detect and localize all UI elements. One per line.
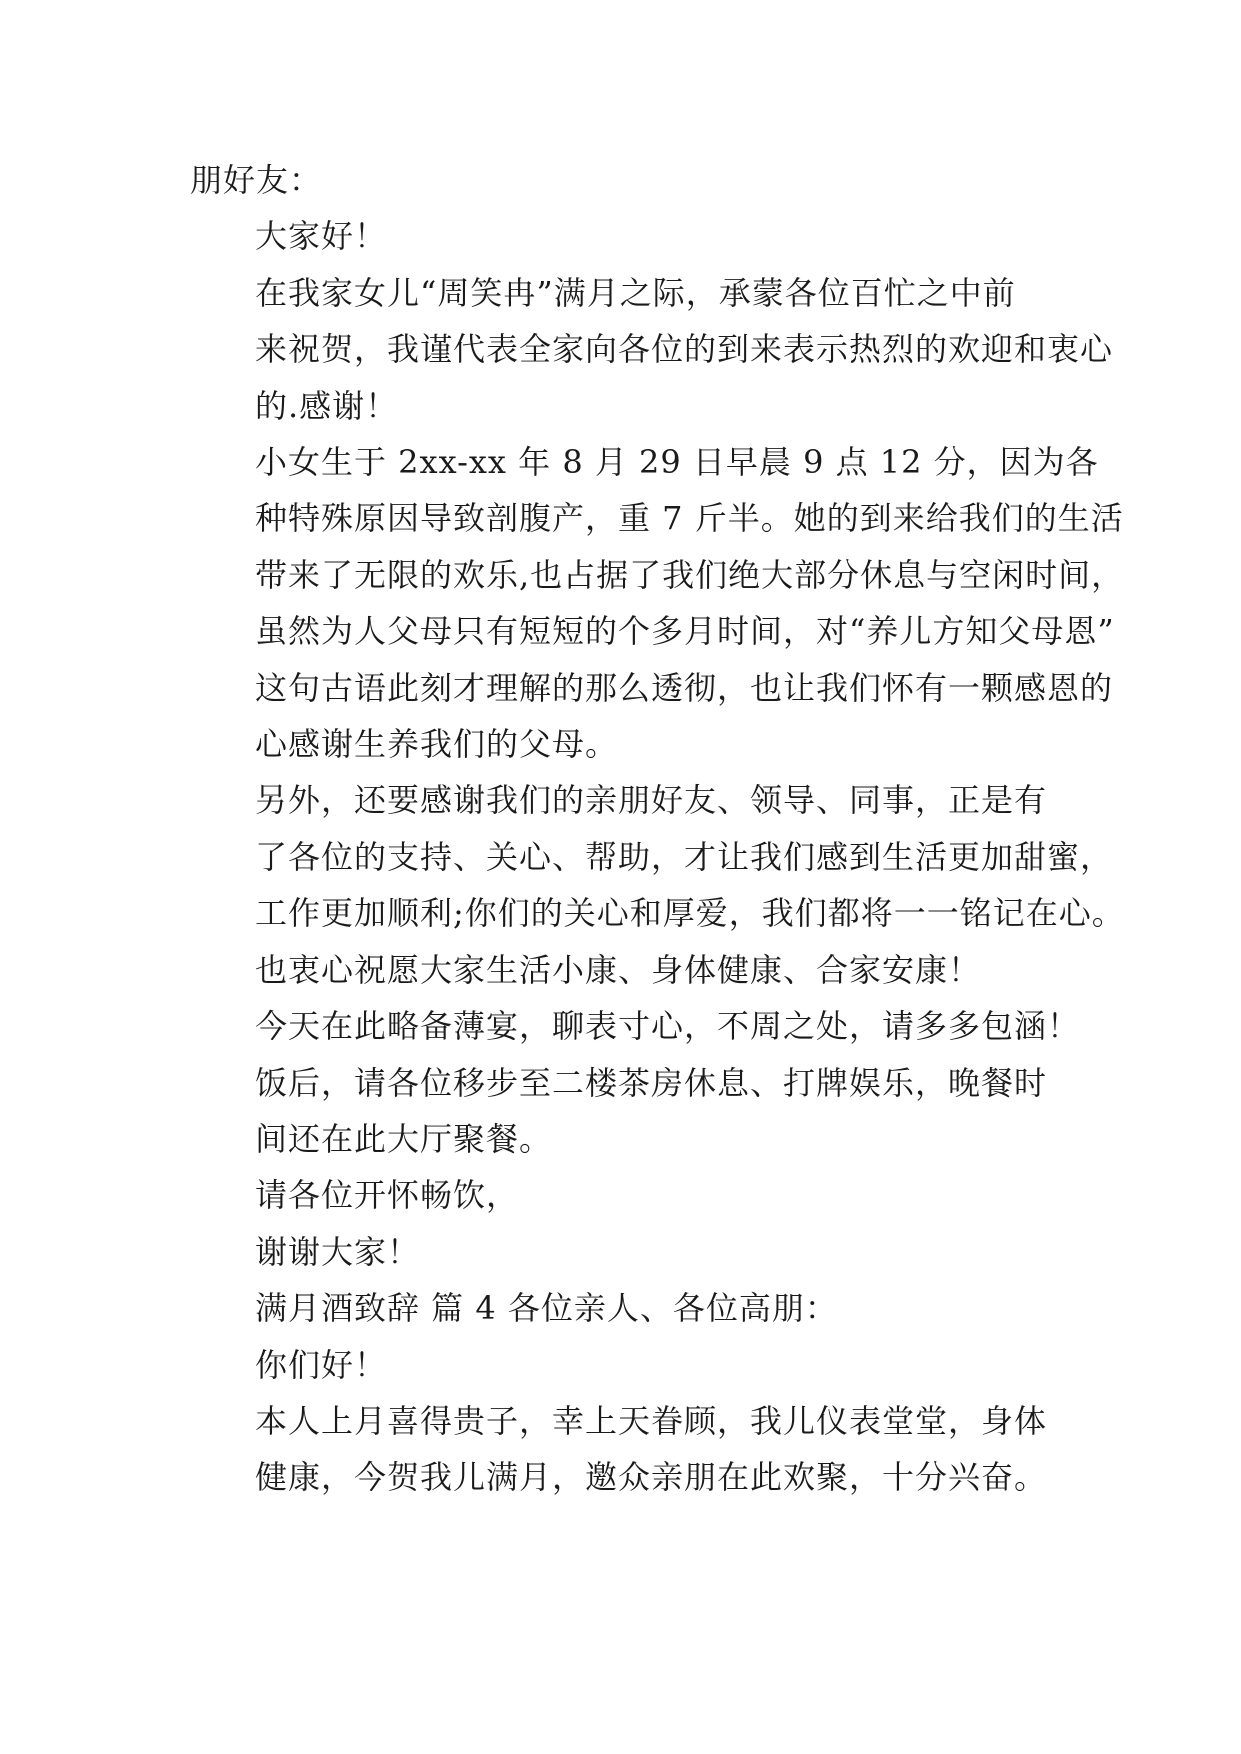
text-line: 今天在此略备薄宴，聊表寸心，不周之处，请多多包涵！ (255, 1007, 1081, 1046)
paragraph (190, 152, 1065, 208)
text-line: 你们好！ (255, 1345, 388, 1384)
text-line: 小女生于 2xx-xx 年 8 月 29 日早晨 9 点 12 分，因为各 (255, 443, 1099, 482)
text-line: 谢谢大家！ (255, 1232, 421, 1271)
text-line: 另外，还要感谢我们的亲朋好友、领导、同事，正是有 (255, 781, 1048, 820)
text-line: 健康，今贺我儿满月，邀众亲朋在此欢聚，十分兴奋。 (255, 1458, 1048, 1497)
text-line: 工作更加顺利;你们的关心和厚爱，我们都将一一铭记在心。 (255, 894, 1125, 933)
text-line: 间还在此大厅聚餐。 (255, 1119, 553, 1158)
paragraph (190, 772, 1125, 998)
text-line: 大家好！ (255, 217, 388, 256)
text-line: 种特殊原因导致剖腹产，重 7 斤半。她的到来给我们的生活 (255, 499, 1124, 538)
text-line: 也衷心祝愿大家生活小康、身体健康、合家安康！ (255, 950, 982, 989)
paragraph (190, 434, 1125, 772)
text-line: 虽然为人父母只有短短的个多月时间，对“养儿方知父母恩” (255, 612, 1115, 651)
text-line: 本人上月喜得贵子，幸上天眷顾，我儿仪表堂堂，身体 (255, 1401, 1048, 1440)
paragraph (190, 998, 1081, 1054)
text-line: 的.感谢！ (255, 386, 399, 425)
text-line: 了各位的支持、关心、帮助，才让我们感到生活更加甜蜜， (255, 837, 1114, 876)
text-line: 来祝贺，我谨代表全家向各位的到来表示热烈的欢迎和衷心 (255, 330, 1114, 369)
text-line: 朋好友： (190, 161, 323, 199)
paragraph (190, 1337, 1065, 1393)
paragraph (190, 1224, 1065, 1280)
text-line: 在我家女儿“周笑冉”满月之际，承蒙各位百忙之中前 (255, 273, 1016, 312)
text-line: 满月酒致辞 篇 4 各位亲人、各位高朋： (255, 1289, 838, 1328)
text-line: 心感谢生养我们的父母。 (255, 725, 619, 764)
document-body (190, 152, 1125, 1506)
paragraph (190, 208, 1065, 264)
text-line: 这句古语此刻才理解的那么透彻，也让我们怀有一颗感恩的 (255, 668, 1114, 707)
paragraph (190, 1280, 1065, 1336)
text-line: 请各位开怀畅饮， (255, 1176, 520, 1215)
paragraph (190, 265, 1114, 434)
text-line: 饭后，请各位移步至二楼茶房休息、打牌娱乐，晚餐时 (255, 1063, 1048, 1102)
paragraph (190, 1167, 1065, 1223)
paragraph (190, 1055, 1065, 1168)
text-line: 带来了无限的欢乐,也占据了我们绝大部分休息与空闲时间， (255, 555, 1125, 594)
paragraph (190, 1393, 1065, 1506)
